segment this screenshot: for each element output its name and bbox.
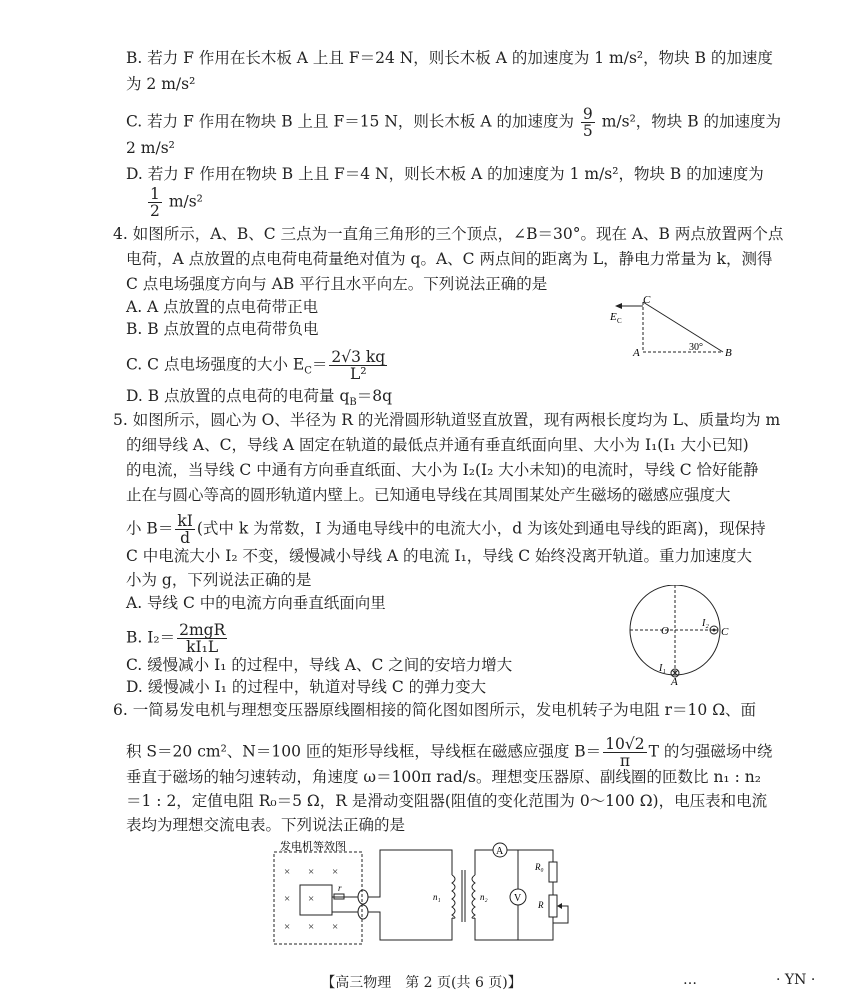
q4-option-b: B. B 点放置的点电荷带负电	[126, 320, 319, 338]
q5-option-b: B. I₂＝ $\frac{\text{2mgR}}{\text{kI₁L}}$	[126, 621, 226, 656]
svg-text:×: ×	[332, 921, 339, 933]
q5-figure-label-a: A	[671, 676, 678, 685]
q5-option-c: C. 缓慢减小 I₁ 的过程中，导线 A、C 之间的安培力增大	[126, 656, 513, 674]
q6-stem-line2: 积 S＝20 cm²、N＝100 匝的矩形导线框，导线框在磁感应强度 B＝ $\frac{10√2}{\pi}$ T 的匀强磁场中绕	[126, 735, 773, 770]
q5-stem-line3: 的电流，当导线 C 中通有方向垂直纸面、大小为 I₂(I₂ 大小未知)的电流时，导线 C 恰好能静	[126, 461, 759, 479]
svg-text:×: ×	[308, 893, 315, 905]
q5-stem-line4: 止在与圆心等高的圆形轨道内壁上。已知通电导线在其周围某处产生磁场的磁感应强度大	[126, 486, 731, 504]
q6-figure-label-r: r	[338, 883, 342, 893]
q5-figure-label-i2: I₂	[702, 618, 709, 629]
q4-option-c-fraction: $\frac{2√3 kq}{\text{L²}}$	[331, 348, 386, 383]
footer-code: · YN ·	[776, 972, 816, 988]
q3-option-d-line2: $\frac{1}{2}$ m/s²	[150, 185, 203, 220]
svg-text:×: ×	[284, 921, 291, 933]
q5-figure-label-o: O	[661, 625, 669, 637]
q4-option-c: C. C 点电场强度的大小 $E_C=$ $\frac{2√3 kq}{\text{L²}}$	[126, 348, 386, 383]
q6-stem-line5: 表均为理想交流电表。下列说法正确的是	[126, 816, 406, 834]
q5-option-d: D. 缓慢减小 I₁ 的过程中，轨道对导线 C 的弹力变大	[126, 678, 487, 696]
q6-figure-label-n2: n₂	[480, 892, 488, 902]
q4-figure-label-e: E	[610, 311, 617, 323]
q5-stem-line7: 小为 g，下列说法正确的是	[126, 571, 312, 589]
q5-stem-line5: 小 B＝ $\frac{kI}{d}$ (式中 k 为常数，I 为通电导线中的电流大小，d 为该处到通电导线的距离)，现保持	[126, 512, 766, 547]
q4-option-a: A. A 点放置的点电荷带正电	[126, 298, 319, 316]
q6-stem-line3: 垂直于磁场的轴匀速转动，角速度 ω＝100π rad/s。理想变压器原、副线圈的匝数比 n₁ : n₂	[126, 768, 761, 786]
q5-stem-line6: C 中电流大小 I₂ 不变，缓慢减小导线 A 的电流 I₁，导线 C 始终没离开轨道。重力加速度大	[126, 547, 753, 565]
q6-stem-line1: 6. 一简易发电机与理想变压器原线圈相接的简化图如图所示，发电机转子为电阻 r＝10 Ω、面	[113, 701, 757, 719]
q5-stem-line2: 的细导线 A、C，导线 A 固定在轨道的最低点并通有垂直纸面向里、大小为 I₁(I₁ 大小已知)	[126, 436, 749, 454]
q4-option-d: D. B 点放置的点电荷的电荷量 $q_B=8q$	[126, 387, 393, 409]
q6-figure-label-n1: n₁	[433, 892, 441, 902]
footer-dots: …	[683, 972, 697, 988]
q4-figure-label-b: B	[725, 347, 732, 359]
svg-text:×: ×	[308, 921, 315, 933]
q6-circuit-figure	[270, 840, 580, 950]
q4-stem-line2: 电荷，A 点放置的点电荷电荷量绝对值为 q。A、C 两点间的距离为 L，静电力常量为 k，测得	[126, 250, 773, 268]
q4-figure-angle: 30°	[689, 342, 703, 353]
q6-generator-title: 发电机等效图	[280, 841, 346, 853]
q5-option-a: A. 导线 C 中的电流方向垂直纸面向里	[126, 594, 386, 612]
q5-b-fraction: $\frac{kI}{d}$	[177, 512, 193, 547]
q5-figure-label-c: C	[721, 626, 729, 638]
q3-option-d-line1: D. 若力 F 作用在物块 B 上且 F＝4 N，则长木板 A 的加速度为 1 m/s²，物块 B 的加速度为	[126, 165, 764, 183]
page-footer: 【高三物理 第 2 页(共 6 页)】	[321, 975, 522, 991]
q3-option-d-fraction: $\frac{1}{2}$	[150, 185, 160, 220]
q4-figure-label-c: C	[643, 294, 651, 306]
svg-text:×: ×	[284, 893, 291, 905]
q3-option-c-line2: 2 m/s²	[126, 139, 175, 157]
q3-option-c-fraction: $\frac{9}{5}$	[582, 105, 593, 140]
q6-stem-line4: ＝1 : 2，定值电阻 R₀＝5 Ω，R 是滑动变阻器(阻值的变化范围为 0～100 Ω)，电压表和电流	[126, 792, 768, 810]
q6-ammeter-label: A	[496, 846, 504, 857]
q4-figure-label-e-sub: C	[617, 317, 622, 325]
q4-triangle-figure	[605, 292, 755, 362]
q5-figure-label-i1: I₁	[659, 663, 666, 674]
svg-text:×: ×	[284, 866, 291, 878]
q4-stem-line1: 4. 如图所示，A、B、C 三点为一直角三角形的三个顶点，∠B＝30°。现在 A、B 两点放置两个点	[113, 225, 784, 243]
q6-figure-label-rvar: R	[538, 900, 544, 910]
q5-stem-line1: 5. 如图所示，圆心为 O、半径为 R 的光滑圆形轨道竖直放置，现有两根长度均为 L、质量均为 m	[113, 411, 781, 429]
q3-option-c-line1: C. 若力 F 作用在物块 B 上且 F＝15 N，则长木板 A 的加速度为 $\frac{9}{5}$ m/s²，物块 B 的加速度为	[126, 105, 782, 140]
q5-option-b-fraction: $\frac{\text{2mgR}}{\text{kI₁L}}$	[179, 621, 226, 656]
q6-figure-label-r0: R₀	[535, 862, 544, 872]
q4-stem-line3: C 点电场强度方向与 AB 平行且水平向左。下列说法正确的是	[126, 275, 548, 293]
svg-text:×: ×	[332, 866, 339, 878]
q3-option-b-line2: 为 2 m/s²	[126, 75, 196, 93]
q3-option-b-line1: B. 若力 F 作用在长木板 A 上且 F＝24 N，则长木板 A 的加速度为 1 m/s²，物块 B 的加速度	[126, 49, 773, 67]
q6-b-fraction: $\frac{10√2}{\pi}$	[605, 735, 645, 770]
q5-circle-figure	[615, 585, 745, 685]
svg-text:×: ×	[308, 866, 315, 878]
q6-voltmeter-label: V	[514, 893, 522, 904]
q4-figure-label-a: A	[633, 347, 640, 359]
